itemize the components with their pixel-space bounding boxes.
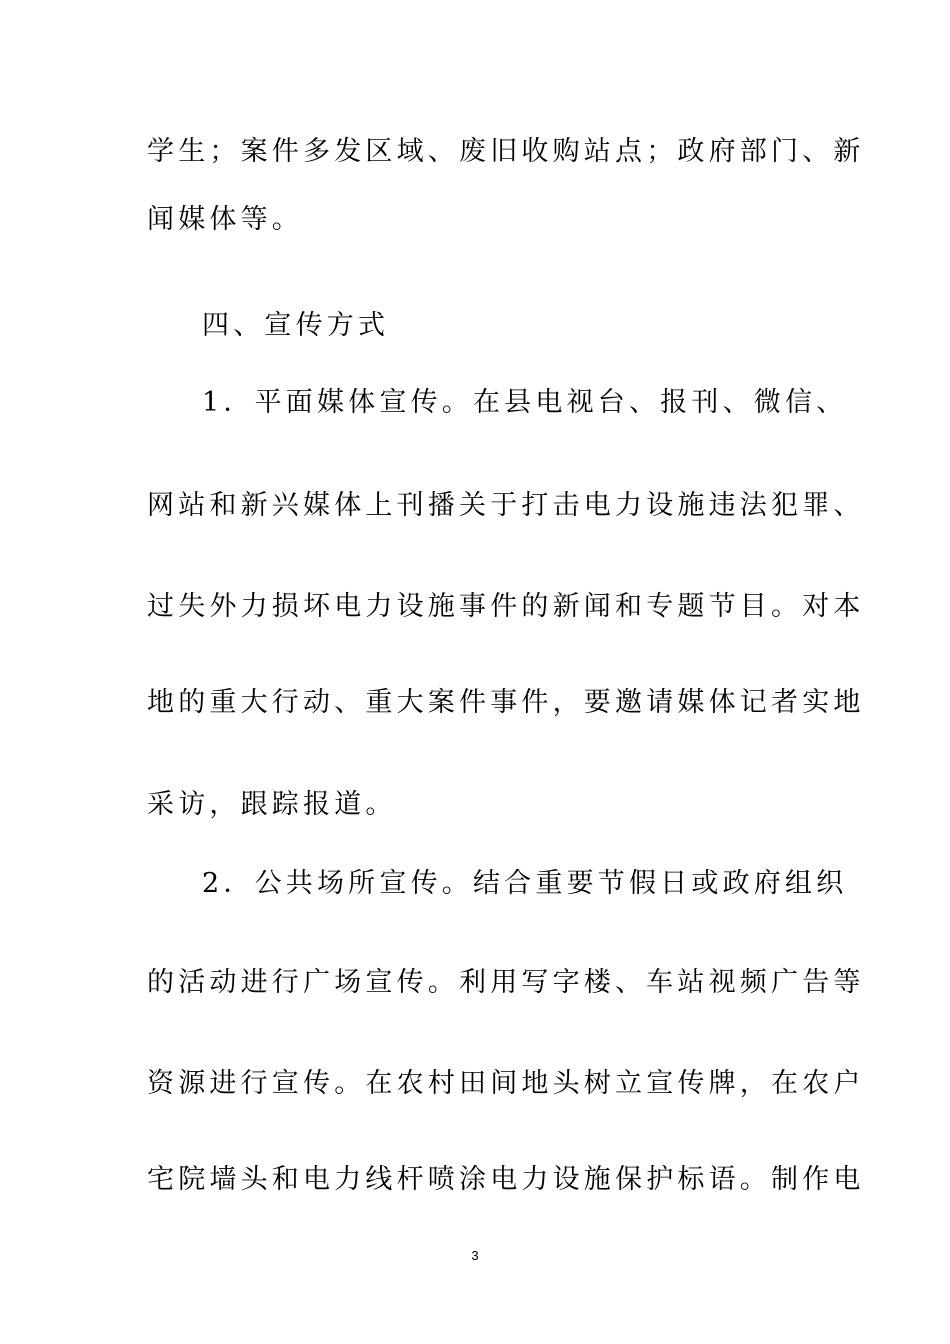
page-number: 3: [471, 1248, 479, 1263]
body-line-4: 1．平面媒体宣传。在县电视台、报刊、微信、: [202, 387, 848, 418]
body-line-8: 采访，跟踪报道。: [147, 789, 397, 820]
body-line-7: 地的重大行动、重大案件事件，要邀请媒体记者实地: [147, 687, 865, 718]
body-line-6: 过失外力损坏电力设施事件的新闻和专题节目。对本: [147, 591, 865, 622]
body-line-1: 学生；案件多发区域、废旧收购站点；政府部门、新: [147, 136, 865, 167]
body-line-12: 宅院墙头和电力线杆喷涂电力设施保护标语。制作电: [147, 1164, 865, 1195]
body-line-10: 的活动进行广场宣传。利用写字楼、车站视频广告等: [147, 967, 865, 998]
body-line-9: 2．公共场所宣传。结合重要节假日或政府组织: [202, 868, 848, 899]
body-line-2: 闻媒体等。: [147, 204, 303, 235]
body-line-11: 资源进行宣传。在农村田间地头树立宣传牌，在农户: [147, 1068, 865, 1099]
section-heading: 四、宣传方式: [202, 310, 390, 341]
body-line-5: 网站和新兴媒体上刊播关于打击电力设施违法犯罪、: [147, 490, 865, 521]
